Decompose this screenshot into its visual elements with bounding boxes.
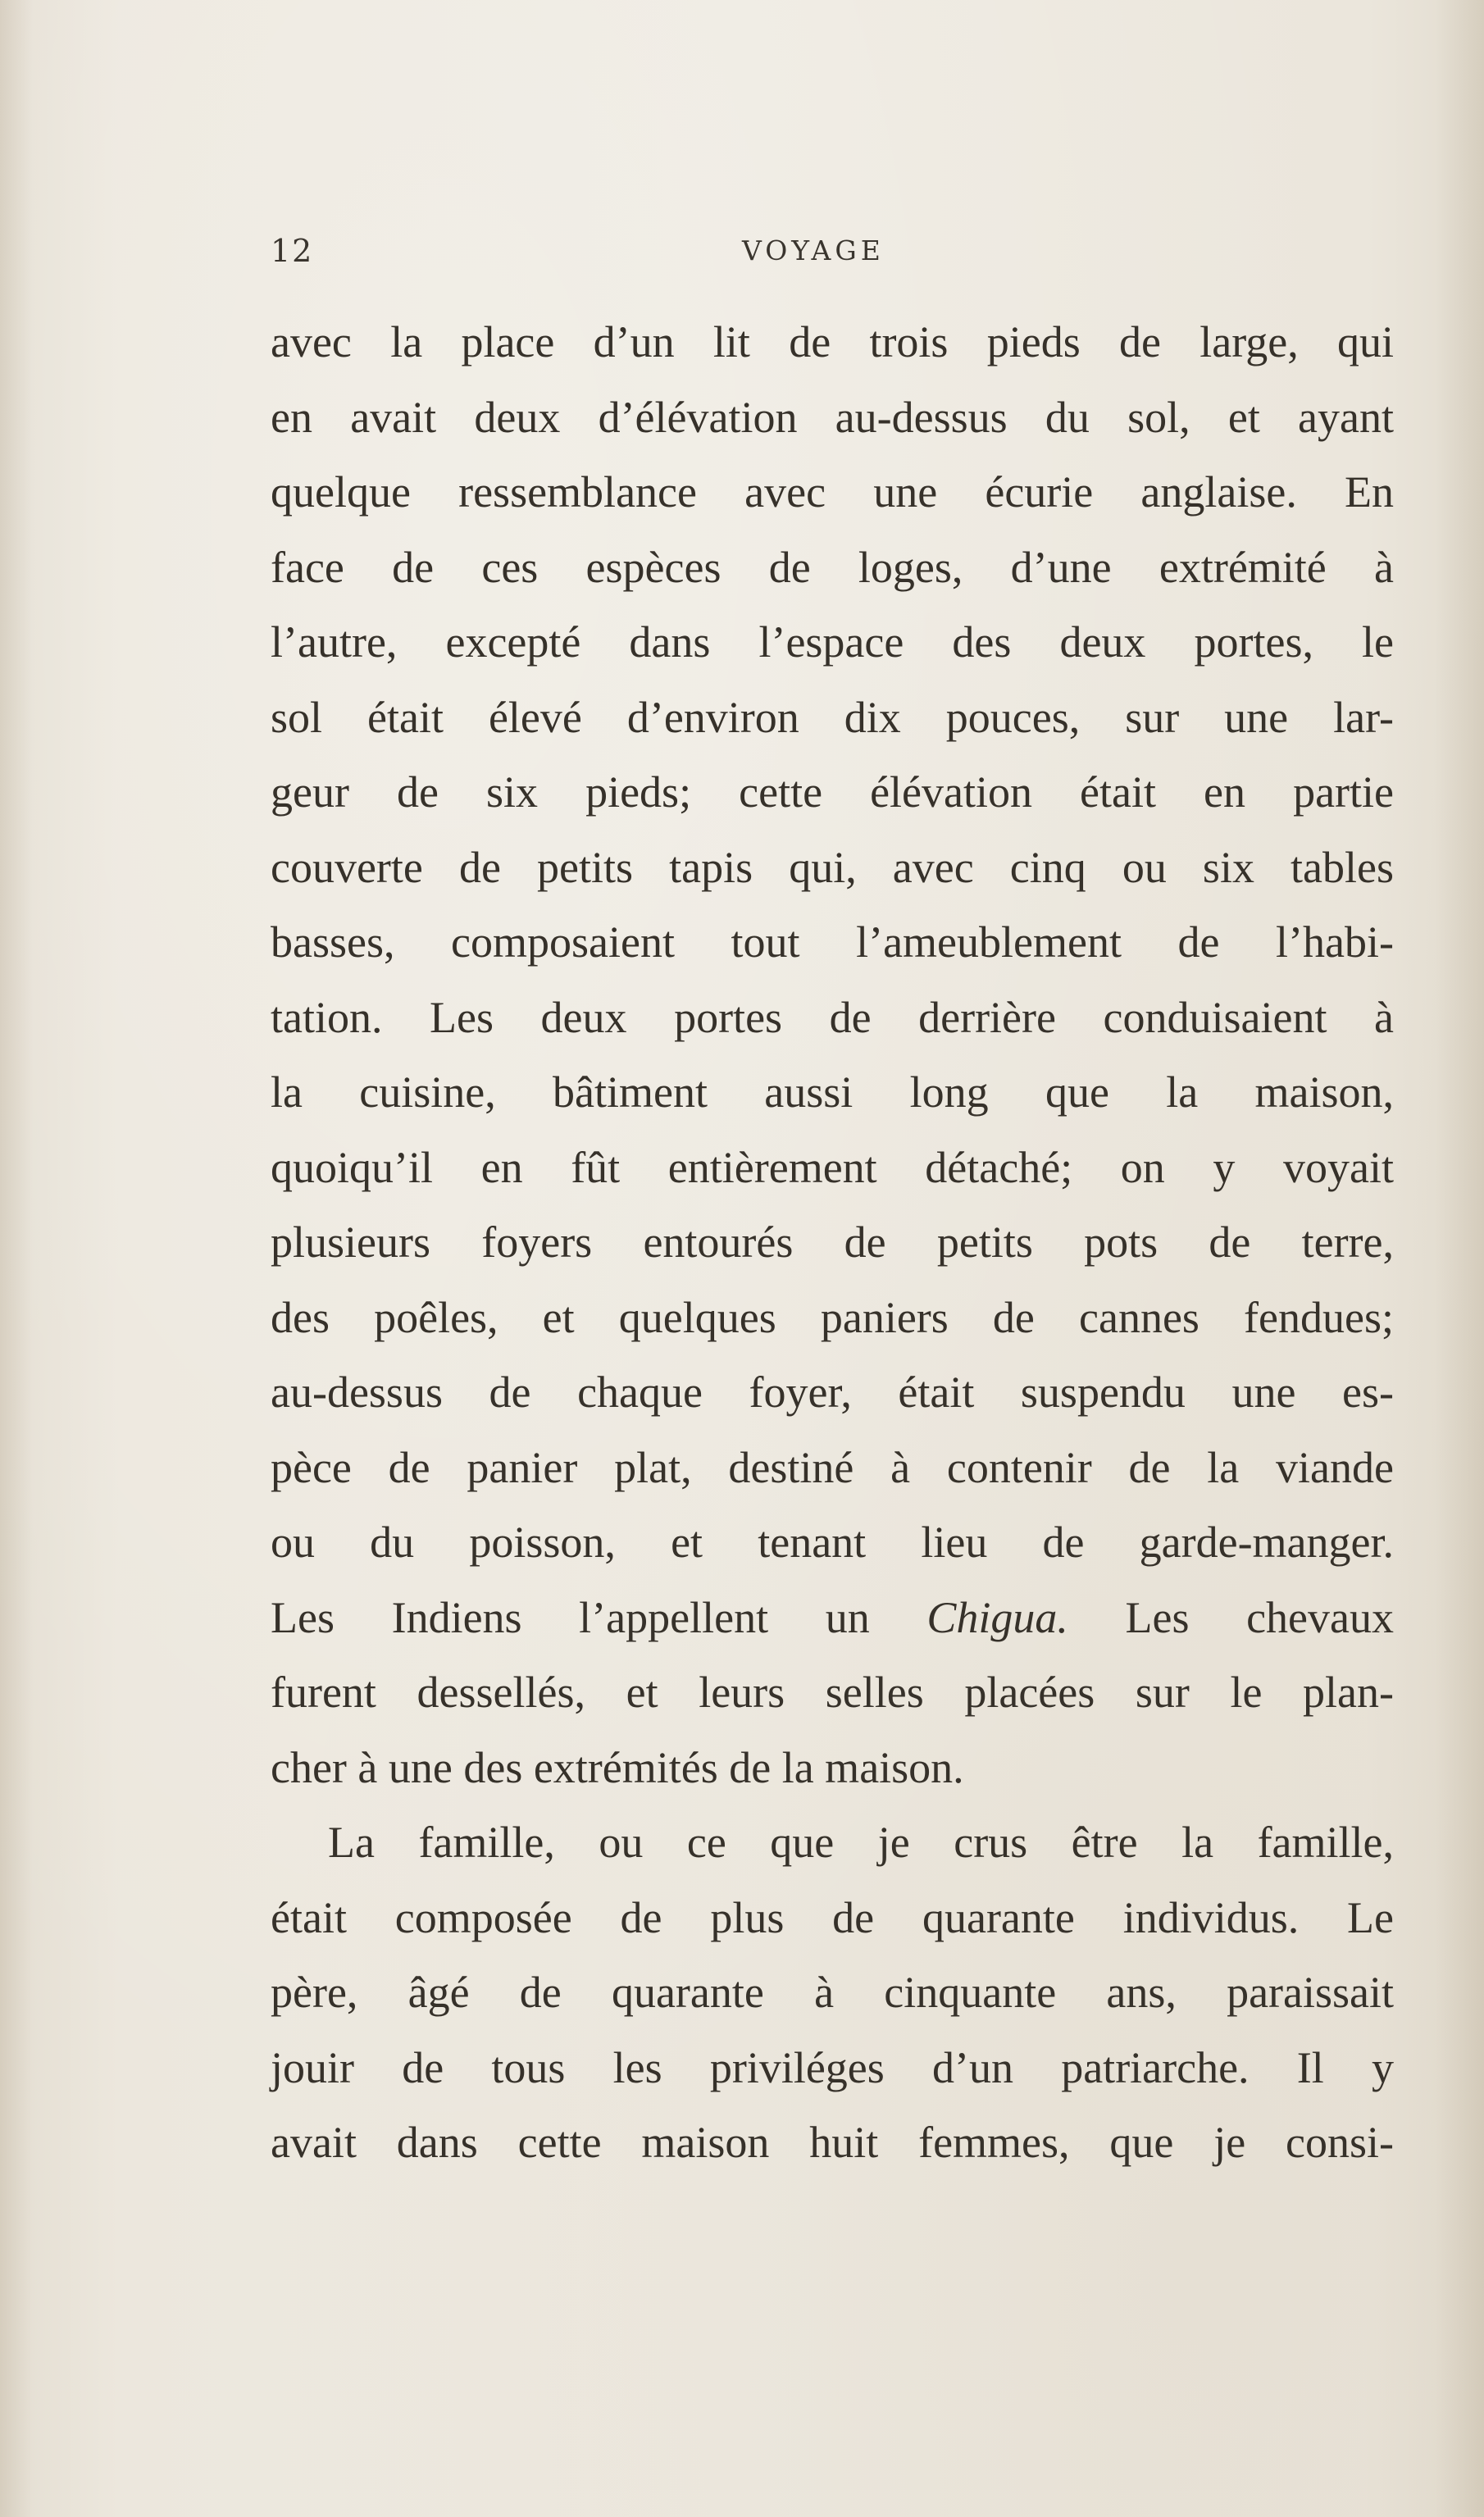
text-line: face de ces espèces de loges, d’une extrémité à (271, 542, 1394, 592)
italic-word: Chigua. (926, 1592, 1068, 1642)
text-line: quoiqu’il en fût entièrement détaché; on y voyait (271, 1142, 1394, 1192)
paragraph (271, 305, 1394, 1805)
text-line: La famille, ou ce que je crus être la famille, (328, 1818, 1394, 1867)
text-line: plusieurs foyers entourés de petits pots de terre, (271, 1218, 1394, 1267)
text-segment: Les chevaux (1125, 1592, 1394, 1642)
text-line: furent dessellés, et leurs selles placées sur le plan- (271, 1668, 1394, 1717)
text-segment: Les Indiens l’appellent un (271, 1592, 870, 1642)
text-line: la cuisine, bâtiment aussi long que la maison, (271, 1067, 1394, 1117)
text-line: avait dans cette maison huit femmes, que je consi- (271, 2118, 1394, 2167)
text-line: père, âgé de quarante à cinquante ans, paraissait (271, 1968, 1394, 2017)
text-line: avec la place d’un lit de trois pieds de large, qui (271, 317, 1394, 366)
page-edge-shadow-right (1435, 0, 1484, 2517)
text-line: ou du poisson, et tenant lieu de garde-manger. (271, 1518, 1394, 1567)
text-line: l’autre, excepté dans l’espace des deux portes, le (271, 617, 1394, 667)
text-line-with-italic (271, 1581, 1394, 1656)
text-line: couverte de petits tapis qui, avec cinq ou six tables (271, 842, 1394, 892)
body-text (271, 305, 1394, 2181)
text-line: en avait deux d’élévation au-dessus du sol, et ayant (271, 392, 1394, 442)
page-edge-shadow-left (0, 0, 33, 2517)
text-line: sol était élevé d’environ dix pouces, sur une lar- (271, 692, 1394, 742)
text-line: quelque ressemblance avec une écurie anglaise. En (271, 467, 1394, 517)
page-header (271, 233, 1394, 282)
text-line: tation. Les deux portes de derrière conduisaient à (271, 992, 1394, 1042)
text-line: pèce de panier plat, destiné à contenir de la viande (271, 1442, 1394, 1492)
text-line: cher à une des extrémités de la maison. (271, 1742, 964, 1792)
text-line: basses, composaient tout l’ameublement de l’habi- (271, 917, 1394, 967)
running-title: VOYAGE (742, 234, 885, 266)
page-number: 12 (271, 233, 314, 269)
text-line: jouir de tous les priviléges d’un patriarche. Il y (271, 2042, 1394, 2092)
text-line: geur de six pieds; cette élévation était en partie (271, 767, 1394, 817)
paragraph (271, 1805, 1394, 2181)
text-line: au-dessus de chaque foyer, était suspendu une es- (271, 1368, 1394, 1417)
text-line: des poêles, et quelques paniers de cannes fendues; (271, 1292, 1394, 1342)
text-line: était composée de plus de quarante individus. Le (271, 1892, 1394, 1942)
